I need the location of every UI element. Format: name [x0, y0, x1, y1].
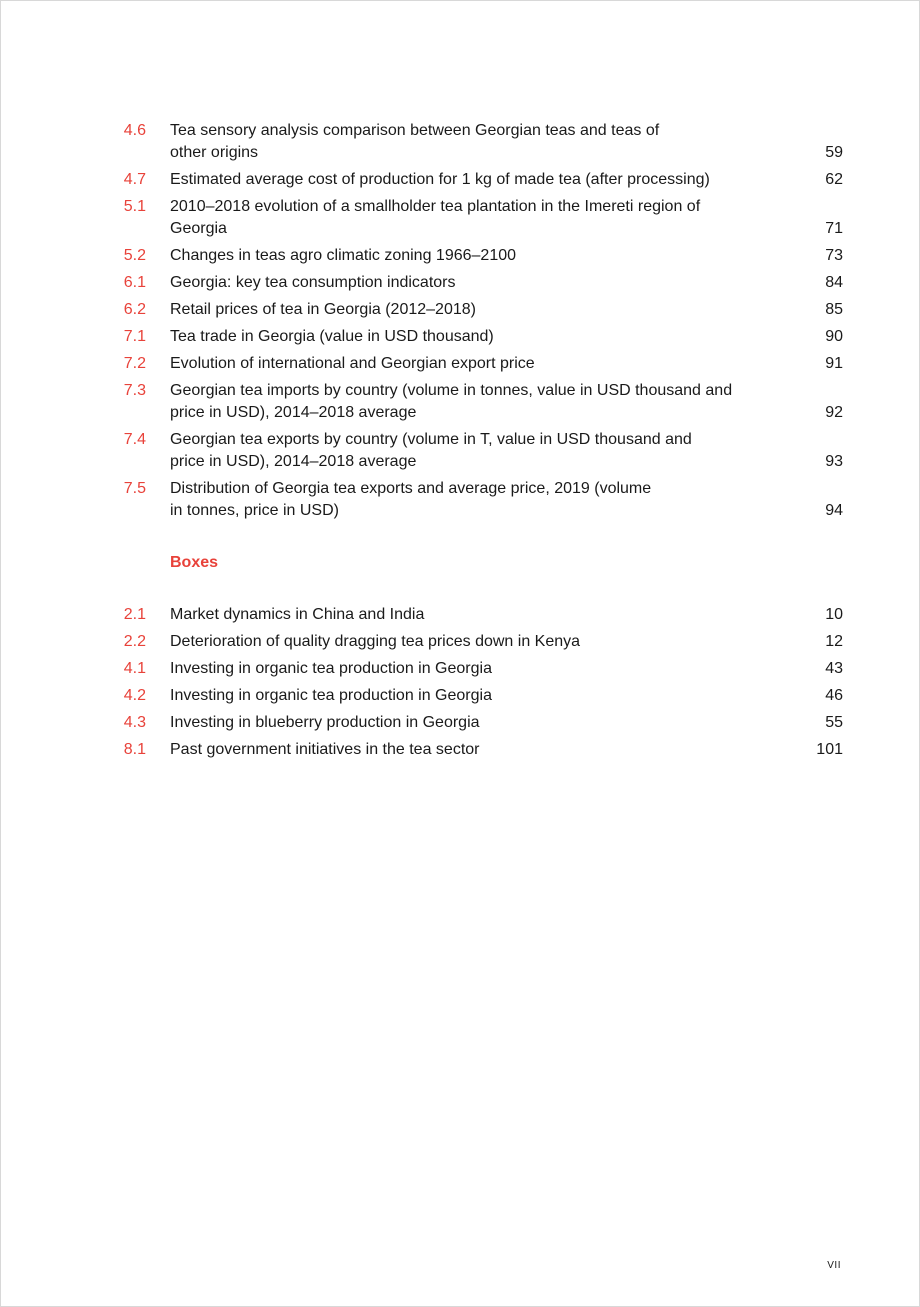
toc-entry[interactable]: [1, 604, 920, 626]
entry-page: 12: [825, 633, 843, 650]
entry-page: 93: [825, 453, 843, 470]
entry-title: Georgia: key tea consumption indicators: [170, 274, 456, 291]
toc-entry[interactable]: [1, 272, 920, 294]
entry-title: Distribution of Georgia tea exports and average price, 2019 (volume in tonnes, price in USD): [170, 480, 652, 519]
entry-title: 2010–2018 evolution of a smallholder tea plantation in the Imereti region of Georgia: [170, 198, 701, 237]
entry-number: 2.1: [123, 606, 146, 623]
entry-number: 4.3: [123, 714, 146, 731]
entry-number: 5.1: [123, 198, 146, 215]
entry-number: 7.1: [123, 328, 146, 345]
entry-title: Deterioration of quality dragging tea prices down in Kenya: [170, 633, 581, 650]
toc-entry[interactable]: [1, 380, 920, 424]
entry-page: 62: [825, 171, 843, 188]
entry-page: 10: [825, 606, 843, 623]
entry-page: 46: [825, 687, 843, 704]
entry-number: 2.2: [123, 633, 146, 650]
entry-number: 4.1: [123, 660, 146, 677]
entry-page: 90: [825, 328, 843, 345]
toc-entry[interactable]: [1, 326, 920, 348]
entry-title: Past government initiatives in the tea sector: [170, 741, 480, 758]
entry-title: Tea trade in Georgia (value in USD thousand): [170, 328, 494, 345]
toc-entry[interactable]: [1, 658, 920, 680]
toc-entry[interactable]: [1, 120, 920, 164]
boxes-heading: Boxes: [170, 554, 219, 571]
toc-entry[interactable]: [1, 429, 920, 473]
toc-entry[interactable]: [1, 631, 920, 653]
boxes-list: [1, 604, 920, 766]
entry-title: Estimated average cost of production for 1 kg of made tea (after processing): [170, 171, 710, 188]
entry-page: 101: [816, 741, 843, 758]
entry-title: Retail prices of tea in Georgia (2012–2018): [170, 301, 476, 318]
entry-title: Georgian tea exports by country (volume in T, value in USD thousand and price in USD), 2014–2018 average: [170, 431, 692, 470]
toc-entry[interactable]: [1, 739, 920, 761]
entry-title: Georgian tea imports by country (volume in tonnes, value in USD thousand and price in USD), 2014–2018 average: [170, 382, 733, 421]
entry-page: 84: [825, 274, 843, 291]
entry-number: 6.2: [123, 301, 146, 318]
entry-title: Investing in blueberry production in Georgia: [170, 714, 480, 731]
figures-list: [1, 120, 920, 527]
entry-page: 55: [825, 714, 843, 731]
entry-number: 4.2: [123, 687, 146, 704]
entry-page: 94: [825, 502, 843, 519]
entry-page: 85: [825, 301, 843, 318]
entry-number: 4.7: [123, 171, 146, 188]
toc-entry[interactable]: [1, 245, 920, 267]
entry-number: 4.6: [123, 122, 146, 139]
entry-title: Market dynamics in China and India: [170, 606, 425, 623]
entry-page: 59: [825, 144, 843, 161]
entry-number: 7.2: [123, 355, 146, 372]
entry-page: 73: [825, 247, 843, 264]
entry-title: Investing in organic tea production in Georgia: [170, 687, 492, 704]
entry-page: 43: [825, 660, 843, 677]
entry-page: 92: [825, 404, 843, 421]
toc-entry[interactable]: [1, 299, 920, 321]
toc-entry[interactable]: [1, 353, 920, 375]
entry-number: 7.3: [123, 382, 146, 399]
entry-title: Investing in organic tea production in Georgia: [170, 660, 492, 677]
entry-page: 71: [825, 220, 843, 237]
page-folio: VII: [827, 1260, 841, 1271]
entry-number: 6.1: [123, 274, 146, 291]
entry-number: 8.1: [123, 741, 146, 758]
entry-number: 7.4: [123, 431, 146, 448]
toc-entry[interactable]: [1, 712, 920, 734]
entry-number: 5.2: [123, 247, 146, 264]
entry-title: Tea sensory analysis comparison between Georgian teas and teas of other origins: [170, 122, 660, 161]
entry-title: Changes in teas agro climatic zoning 1966–2100: [170, 247, 517, 264]
entry-title: Evolution of international and Georgian export price: [170, 355, 535, 372]
toc-entry[interactable]: [1, 685, 920, 707]
entry-number: 7.5: [123, 480, 146, 497]
toc-entry[interactable]: [1, 478, 920, 522]
toc-entry[interactable]: [1, 169, 920, 191]
entry-page: 91: [825, 355, 843, 372]
toc-entry[interactable]: [1, 196, 920, 240]
